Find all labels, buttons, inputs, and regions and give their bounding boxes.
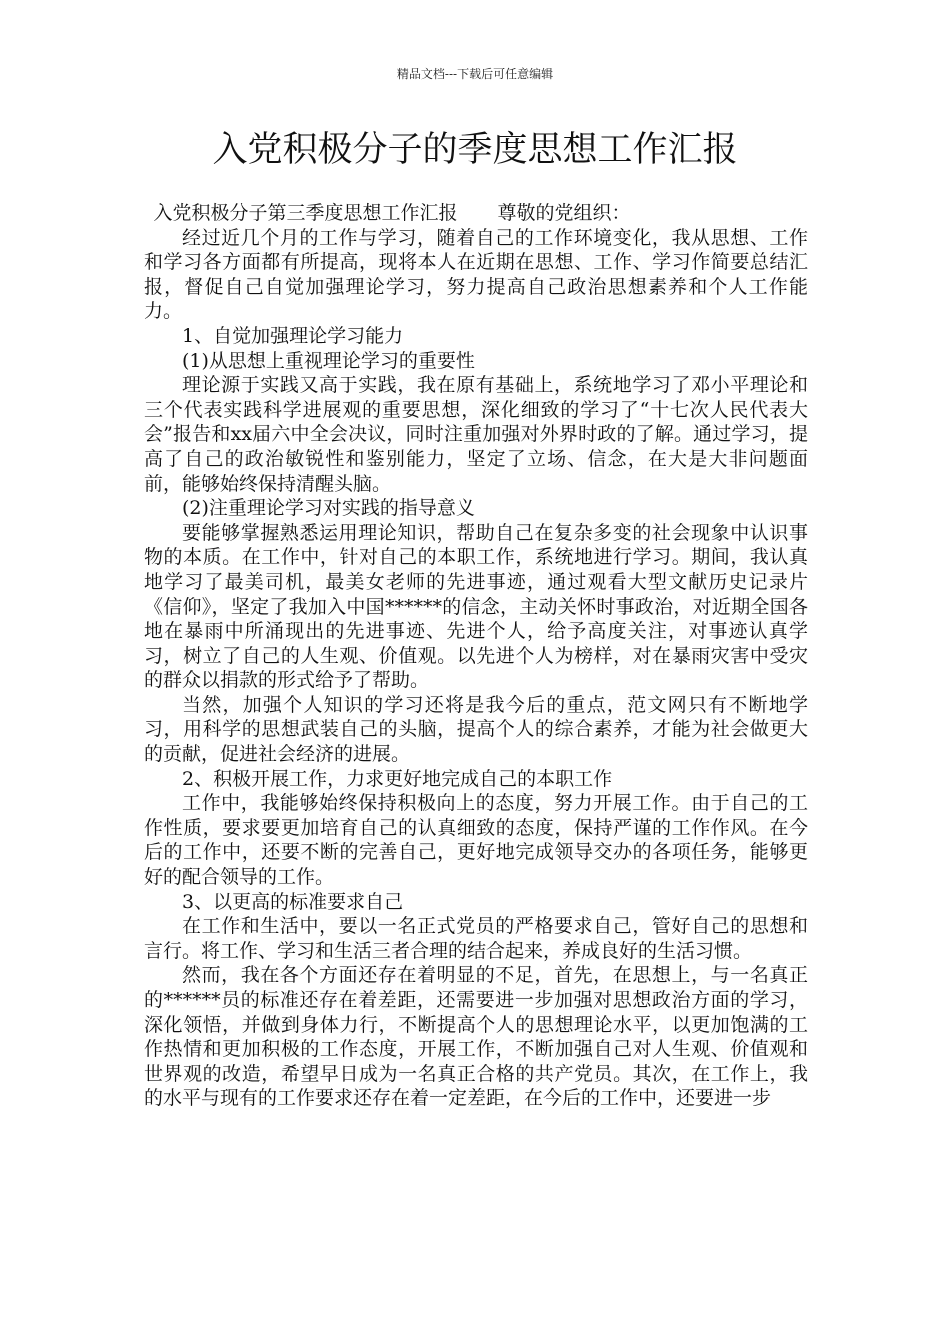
paragraph-work: 工作中，我能够始终保持积极向上的态度，努力开展工作。由于自己的工作性质，要求要更加培育自己的认真细致的态度，保持严谨的工作作风。在今后的工作中，还要不断的完善自己，更好地完成领导交办的各项任务，能够更好的配合领导的工作。 [144, 792, 808, 889]
paragraph-learning: 当然，加强个人知识的学习还将是我今后的重点，范文网只有不断地学习，用科学的思想武装自己的头脑，提高个人的综合素养，才能为社会做更大的贡献，促进社会经济的进展。 [144, 693, 808, 766]
subheading-1-1: (1)从思想上重视理论学习的重要性 [182, 349, 475, 372]
paragraph-practice: 要能够掌握熟悉运用理论知识，帮助自己在复杂多变的社会现象中认识事物的本质。在工作中，针对自己的本职工作，系统地进行学习。期间，我认真地学习了最美司机，最美女老师的先进事迹，通过观看大型文献历史记录片《信仰》，坚定了我加入中国******的信念，主动关怀时事政治，对近期全国各地在暴雨中所涌现出的先进事迹、先进个人，给予高度关注，对事迹认真学习，树立了自己的人生观、价值观。以先进个人为榜样，对在暴雨灾害中受灾的群众以捐款的形式给予了帮助。 [144, 521, 808, 692]
greeting: 尊敬的党组织： [497, 202, 631, 224]
report-subtitle: 入党积极分子第三季度思想工作汇报 [153, 202, 458, 224]
document-title: 入党积极分子的季度思想工作汇报 [212, 130, 738, 170]
subheading-1-2: (2)注重理论学习对实践的指导意义 [182, 497, 475, 520]
page-header: 精品文档---下载后可任意编辑 [396, 67, 554, 81]
section-heading-2: 2、积极开展工作，力求更好地完成自己的本职工作 [182, 767, 613, 790]
intro-line [144, 201, 808, 226]
paragraph-theory: 理论源于实践又高于实践，我在原有基础上，系统地学习了邓小平理论和三个代表实践科学进展观的重要思想，深化细致的学习了“十七次人民代表大会”报告和xx届六中全会决议，同时注重加强对外界时政的了解。通过学习，提高了自己的政治敏锐性和鉴别能力，坚定了立场、信念，在大是大非问题面前，能够始终保持清醒头脑。 [144, 374, 808, 495]
section-heading-3: 3、以更高的标准要求自己 [182, 890, 404, 913]
paragraph-standards: 在工作和生活中，要以一名正式党员的严格要求自己，管好自己的思想和言行。将工作、学习和生活三者合理的结合起来，养成良好的生活习惯。 [144, 915, 808, 962]
paragraph-intro: 经过近几个月的工作与学习，随着自己的工作环境变化，我从思想、工作和学习各方面都有所提高，现将本人在近期在思想、工作、学习作简要总结汇报，督促自己自觉加强理论学习，努力提高自己政治思想素养和个人工作能力。 [144, 226, 808, 323]
document-body [144, 201, 808, 1111]
paragraph-shortcomings: 然而，我在各个方面还存在着明显的不足，首先，在思想上，与一名真正的******员的标准还存在着差距，还需要进一步加强对思想政治方面的学习，深化领悟，并做到身体力行，不断提高个人的思想理论水平，以更加饱满的工作热情和更加积极的工作态度，开展工作，不断加强自己对人生观、价值观和世界观的改造，希望早日成为一名真正合格的共产党员。其次，在工作上，我的水平与现有的工作要求还存在着一定差距，在今后的工作中，还要进一步 [144, 964, 808, 1110]
section-heading-1: 1、自觉加强理论学习能力 [182, 324, 404, 347]
